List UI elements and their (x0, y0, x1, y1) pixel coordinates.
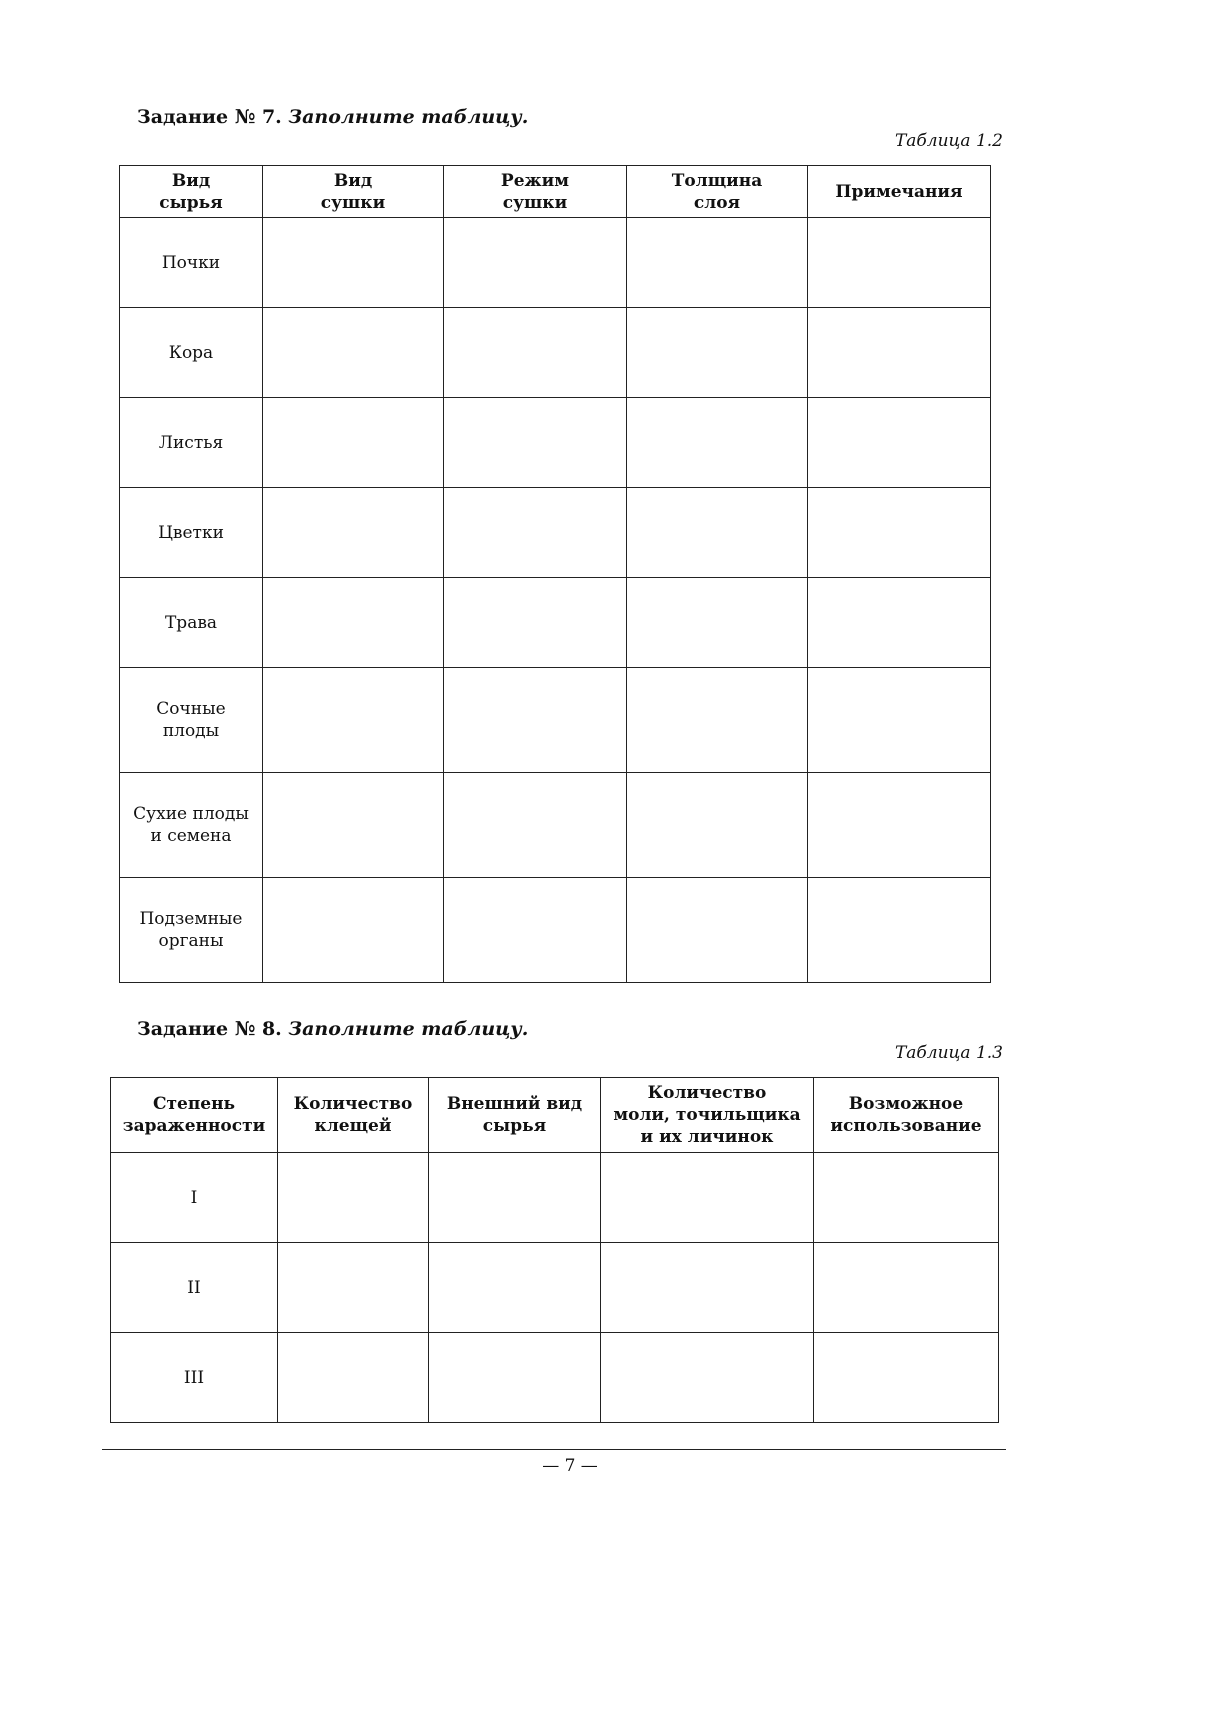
empty-answer-cell[interactable] (808, 488, 991, 578)
empty-answer-cell[interactable] (627, 668, 808, 773)
empty-answer-cell[interactable] (627, 218, 808, 308)
header-drying-type: Вид сушки (320, 170, 386, 213)
empty-answer-cell[interactable] (278, 1153, 429, 1243)
row-label-cell (120, 218, 263, 308)
empty-answer-cell[interactable] (814, 1243, 999, 1333)
header-cell (444, 166, 627, 218)
task8-instruction: Заполните таблицу. (288, 1018, 529, 1040)
row-label: Листья (158, 432, 224, 453)
row-label: Сухие плоды и семена (133, 804, 249, 846)
empty-answer-cell[interactable] (444, 668, 627, 773)
empty-answer-cell[interactable] (444, 218, 627, 308)
header-layer-thickness: Толщина слоя (671, 170, 763, 213)
header-moth-beetle-count: Количество моли, точильщика и их личинок (613, 1083, 801, 1147)
empty-answer-cell[interactable] (263, 578, 444, 668)
empty-answer-cell[interactable] (263, 398, 444, 488)
empty-answer-cell[interactable] (627, 578, 808, 668)
header-notes: Примечания (835, 181, 963, 202)
header-cell (263, 166, 444, 218)
empty-answer-cell[interactable] (278, 1333, 429, 1423)
header-cell (601, 1078, 814, 1153)
empty-answer-cell[interactable] (627, 878, 808, 983)
empty-answer-cell[interactable] (444, 308, 627, 398)
table-row (120, 398, 991, 488)
empty-answer-cell[interactable] (627, 773, 808, 878)
table-row (111, 1243, 999, 1333)
empty-answer-cell[interactable] (444, 773, 627, 878)
empty-answer-cell[interactable] (444, 578, 627, 668)
empty-answer-cell[interactable] (429, 1333, 601, 1423)
row-label: I (190, 1187, 198, 1208)
header-raw-material-type: Вид сырья (159, 170, 223, 213)
header-infestation-degree: Степень зараженности (122, 1094, 266, 1136)
empty-answer-cell[interactable] (808, 398, 991, 488)
empty-answer-cell[interactable] (627, 308, 808, 398)
row-label-cell (111, 1153, 278, 1243)
row-label-cell (111, 1243, 278, 1333)
header-cell (429, 1078, 601, 1153)
empty-answer-cell[interactable] (444, 398, 627, 488)
task8-label: Задание № 8. (137, 1018, 282, 1040)
table-row (120, 308, 991, 398)
header-cell (111, 1078, 278, 1153)
task7-label: Задание № 7. (137, 106, 282, 128)
table-row (111, 1333, 999, 1423)
empty-answer-cell[interactable] (263, 878, 444, 983)
page-number: — 7 — (542, 1456, 598, 1476)
empty-answer-cell[interactable] (814, 1153, 999, 1243)
empty-answer-cell[interactable] (601, 1333, 814, 1423)
empty-answer-cell[interactable] (263, 218, 444, 308)
empty-answer-cell[interactable] (278, 1243, 429, 1333)
empty-answer-cell[interactable] (808, 578, 991, 668)
empty-answer-cell[interactable] (627, 398, 808, 488)
task7-title (137, 106, 528, 128)
empty-answer-cell[interactable] (429, 1243, 601, 1333)
row-label-cell (111, 1333, 278, 1423)
empty-answer-cell[interactable] (814, 1333, 999, 1423)
table-1-3 (110, 1077, 999, 1423)
empty-answer-cell[interactable] (601, 1243, 814, 1333)
table-row (120, 218, 991, 308)
empty-answer-cell[interactable] (808, 308, 991, 398)
table-row (111, 1153, 999, 1243)
empty-answer-cell[interactable] (444, 488, 627, 578)
task7-instruction: Заполните таблицу. (288, 106, 529, 128)
row-label: III (183, 1367, 205, 1388)
empty-answer-cell[interactable] (808, 668, 991, 773)
header-possible-use: Возможное использование (830, 1094, 982, 1136)
table-row (120, 488, 991, 578)
empty-answer-cell[interactable] (808, 878, 991, 983)
header-drying-mode: Режим сушки (500, 170, 570, 213)
task8-title (137, 1018, 528, 1040)
row-label-cell (120, 878, 263, 983)
empty-answer-cell[interactable] (263, 488, 444, 578)
row-label: II (187, 1277, 201, 1298)
header-cell (808, 166, 991, 218)
empty-answer-cell[interactable] (429, 1153, 601, 1243)
table-1-2-caption: Таблица 1.2 (894, 131, 1003, 151)
empty-answer-cell[interactable] (263, 773, 444, 878)
row-label-cell (120, 668, 263, 773)
row-label: Цветки (158, 522, 224, 543)
row-label-cell (120, 773, 263, 878)
table-1-2 (119, 165, 991, 983)
header-mite-count: Количество клещей (293, 1094, 413, 1136)
header-cell (120, 166, 263, 218)
empty-answer-cell[interactable] (808, 773, 991, 878)
row-label-cell (120, 398, 263, 488)
footer-divider (102, 1449, 1006, 1450)
table-header-row (111, 1078, 999, 1153)
empty-answer-cell[interactable] (601, 1153, 814, 1243)
row-label: Сочные плоды (156, 699, 226, 741)
empty-answer-cell[interactable] (808, 218, 991, 308)
empty-answer-cell[interactable] (263, 308, 444, 398)
table-1-3-caption: Таблица 1.3 (894, 1043, 1003, 1063)
table-row (120, 773, 991, 878)
row-label-cell (120, 578, 263, 668)
table-header-row (120, 166, 991, 218)
header-cell (627, 166, 808, 218)
empty-answer-cell[interactable] (263, 668, 444, 773)
row-label: Подземные органы (139, 909, 243, 951)
row-label: Трава (164, 612, 218, 633)
row-label: Почки (161, 252, 221, 273)
row-label: Кора (168, 342, 214, 363)
empty-answer-cell[interactable] (444, 878, 627, 983)
header-cell (278, 1078, 429, 1153)
table-row (120, 878, 991, 983)
table-row (120, 578, 991, 668)
header-appearance: Внешний вид сырья (446, 1094, 583, 1136)
table-row (120, 668, 991, 773)
empty-answer-cell[interactable] (627, 488, 808, 578)
row-label-cell (120, 488, 263, 578)
header-cell (814, 1078, 999, 1153)
row-label-cell (120, 308, 263, 398)
